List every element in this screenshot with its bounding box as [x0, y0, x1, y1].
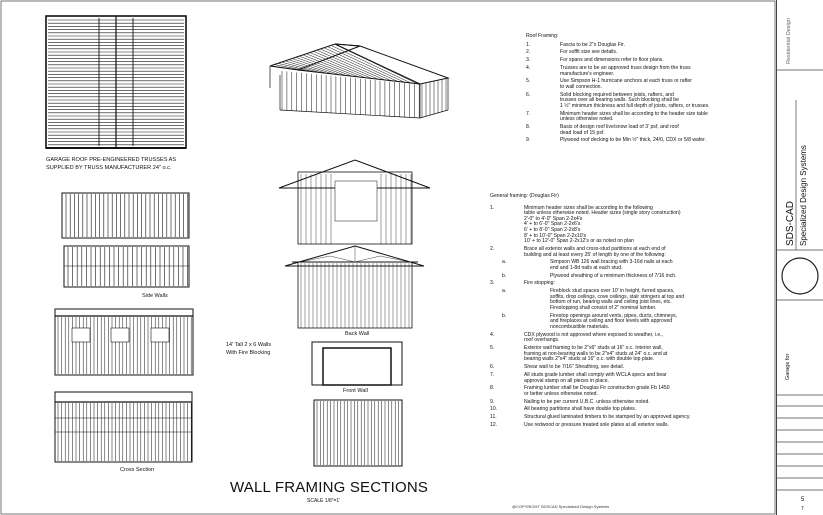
back-wall-label: Back Wall: [345, 331, 370, 337]
note-item: [526, 43, 771, 49]
note-item: [490, 407, 770, 413]
cross-section-label: Cross Section: [120, 467, 155, 473]
note-text: 1 ½" minimum thickness and full depth of joists, rafters, or trusses.: [560, 102, 710, 109]
truss-caption-1: GARAGE ROOF PRE-ENGINEERED TRUSSES AS: [46, 157, 177, 163]
note-item: [490, 415, 770, 421]
note-item: [490, 373, 770, 384]
note-number: 5.: [526, 78, 531, 85]
note-text: Solid blocking required between joists, rafters, and: [560, 91, 674, 98]
note-number: 11.: [490, 414, 497, 421]
note-number: 8.: [490, 385, 495, 392]
note-number: 12.: [490, 422, 498, 428]
note-text: Firestop openings around vents, pipes, ducts, chimneys,: [550, 312, 678, 319]
side-walls-label: Side Walls: [142, 293, 168, 299]
note-text: 8' + to 10'-0" Span 2-2x10's: [524, 232, 587, 239]
note-number: 9.: [526, 137, 531, 144]
note-text: Shear wall to be 7/16" Sheathing, see detail.: [524, 364, 625, 371]
note-text: Structural glued laminated timbers to be stamped by an approved agency.: [524, 414, 691, 421]
note-sub-letter: a.: [502, 288, 507, 295]
note-item: [490, 346, 770, 363]
drawing-title: WALL FRAMING SECTIONS: [230, 479, 429, 496]
note-item: [490, 260, 770, 271]
roof-framing-heading: Roof Framing:: [526, 33, 559, 39]
note-text: bearing walls 2"x4" studs at 16" o.c. with double top plate.: [524, 356, 655, 363]
note-text: For soffit size see details.: [560, 49, 618, 56]
note-item: [490, 206, 770, 245]
note-number: 3.: [490, 280, 495, 287]
note-number: 9.: [490, 398, 495, 405]
note-sub-letter: b.: [502, 312, 507, 319]
note-item: [490, 386, 770, 397]
front-wall: [314, 400, 402, 466]
note-text: Firestopping shall consist of 2" nominal lumber.: [550, 305, 657, 312]
fire-block-label-2: With Fire Blocking: [226, 350, 271, 356]
note-text: bottom of run, bearing walls and ceiling joist lines, etc.: [550, 299, 672, 306]
note-text: All studs grade lumber shall comply with WCLA specs and bear: [524, 371, 667, 378]
note-item: [490, 247, 770, 258]
note-item: [490, 281, 770, 287]
note-number: 1.: [490, 204, 495, 211]
note-text: dead load of 15 psf.: [560, 129, 605, 136]
note-sub-letter: b.: [502, 272, 507, 279]
garage-for-label: Garage for: [785, 353, 791, 380]
note-text: trusses over all bearing walls. Such blocking shall be: [560, 97, 679, 104]
side-wall-1: [62, 193, 189, 238]
cross-section-lower: [55, 392, 192, 462]
note-text: Plywood roof decking to be Min ½" thick, 24/0, CDX or 5/8 wafer.: [560, 137, 706, 144]
note-text: Fire stopping:: [524, 280, 555, 287]
note-item: [526, 66, 771, 77]
drawing-scale: SCALE 1/8"=1': [307, 498, 341, 504]
note-item: [490, 400, 770, 406]
note-text: roof overhangs.: [524, 337, 560, 344]
note-item: [490, 274, 770, 280]
note-text: manufacture's engineer.: [560, 70, 615, 77]
note-text: Minimum header sizes shall be according to the following: [524, 204, 653, 211]
note-item: [526, 50, 771, 56]
note-item: [526, 138, 771, 144]
note-text: All bearing partitions shall have double top plates.: [524, 406, 637, 413]
note-sub-letter: a.: [502, 259, 507, 266]
truss-plan: [46, 16, 186, 148]
note-item: [490, 333, 770, 344]
note-number: 7.: [526, 110, 531, 117]
note-text: noncombustible materials.: [550, 324, 610, 330]
note-text: and fireplaces at ceiling and floor levels with approved: [550, 318, 673, 325]
fire-block-label-1: 14' Tall 2 x 6 Walls: [226, 342, 272, 348]
note-number: 2.: [490, 245, 495, 252]
note-number: 6.: [490, 364, 495, 371]
cross-section-wall: [55, 309, 193, 375]
note-item: [490, 289, 770, 311]
company-name-1: SDS-CAD: [785, 200, 796, 246]
note-text: Brace all exterior walls and cross-stud partitions at each end of: [524, 245, 666, 252]
note-text: Use redwood or pressure treated sole plates at all exterior walls.: [524, 422, 669, 428]
note-text: 10' + to 12'-0" Span 2-2x12's or as noted on plan: [524, 238, 634, 245]
general-framing-heading: General framing: (Douglas Fir): [490, 193, 559, 199]
note-text: 2'-0" to 4'-0" Span 2-2x4's: [524, 215, 583, 222]
note-item: [490, 365, 770, 371]
note-text: unless otherwise noted.: [560, 116, 614, 123]
note-number: 7.: [490, 371, 495, 378]
isometric-framing: [270, 44, 448, 118]
note-text: soffits, drop ceilings, cove ceilings, stair stringers at top and: [550, 293, 685, 300]
side-wall-2: [64, 246, 189, 287]
note-item: [526, 125, 771, 136]
note-text: or better unless otherwise noted.: [524, 390, 598, 397]
note-text: CDX plywood is not approved where exposed to weather, i.e.,: [524, 331, 664, 338]
residential-design-label: Residential Design: [786, 18, 792, 64]
note-text: framing at non-bearing walls to be 2"x4" studs at 24" o.c. and at: [524, 350, 668, 357]
note-number: 10.: [490, 406, 498, 413]
note-text: Trusses are to be an approved truss design from the truss: [560, 64, 691, 71]
sheet-number: 5: [801, 497, 805, 503]
note-text: Simpson WB 126 wall bracing with 3-16d nails at each: [550, 259, 673, 266]
note-text: Framing lumber shall be Douglas Fir construction grade Fb 1450: [524, 385, 670, 392]
note-text: Basis of design roof live/snow load of 3' psf, and roof: [560, 124, 679, 131]
note-number: 5.: [490, 345, 495, 352]
title-block: [776, 0, 823, 515]
truss-caption-2: SUPPLIED BY TRUSS MANUFACTURER 24" o.c.: [46, 165, 172, 171]
sheet-total: 7: [801, 506, 804, 512]
note-number: 3.: [526, 57, 531, 64]
back-wall: [312, 342, 402, 385]
note-text: Nailing to be per current U.B.C. unless otherwise noted.: [524, 398, 650, 405]
note-text: end and 1-8d nails at each stud.: [550, 264, 623, 271]
note-number: 8.: [526, 124, 531, 131]
note-text: For spans and dimensions refer to floor plans.: [560, 57, 664, 64]
note-number: 2.: [526, 49, 531, 56]
gable-elevation-2: [285, 246, 424, 328]
note-item: [526, 93, 771, 110]
note-item: [526, 79, 771, 90]
note-number: 1.: [526, 41, 531, 48]
roof-framing-notes: [526, 34, 771, 146]
note-text: to wall connection.: [560, 83, 602, 90]
gable-elevation-1: [279, 160, 430, 244]
note-item: [490, 423, 770, 429]
note-text: building and at least every 25' of length by one of the following:: [524, 251, 666, 258]
note-text: Exterior wall framing to be 2"x6" studs at 16" o.c. Interior wall,: [524, 345, 663, 352]
note-number: 4.: [490, 331, 495, 338]
copyright: @COPYRIGHT SDSCAD Specialized Design Systems: [512, 504, 610, 509]
note-text: 4' + to 6'-0" Span 2-2x6's: [524, 221, 581, 228]
company-name-2: Specialized Design Systems: [799, 145, 808, 246]
note-text: Use Simpson H-1 hurricane anchors at each truss or rafter: [560, 78, 692, 85]
note-item: [490, 314, 770, 331]
note-text: Minimum header sizes shall be according to the header size table: [560, 110, 708, 117]
note-number: 4.: [526, 64, 531, 71]
front-wall-label: Front Wall: [343, 388, 368, 394]
note-text: Plywood sheathing of a minimum thickness of 7/16 inch.: [550, 272, 677, 279]
note-item: [526, 58, 771, 64]
note-text: table unless otherwise noted. Header sizes (single story construction): [524, 210, 681, 217]
note-item: [526, 112, 771, 123]
note-text: 6' + to 8'-0" Span 2-2x8's: [524, 226, 581, 233]
note-text: approval stamp on all pieces in place.: [524, 377, 609, 384]
note-text: Fascia to be 2"x Douglas Fir.: [560, 41, 625, 48]
note-number: 6.: [526, 91, 531, 98]
general-framing-notes: [490, 194, 770, 431]
note-text: Fireblock stud spaces over 10' in height, furred spaces,: [550, 288, 675, 295]
